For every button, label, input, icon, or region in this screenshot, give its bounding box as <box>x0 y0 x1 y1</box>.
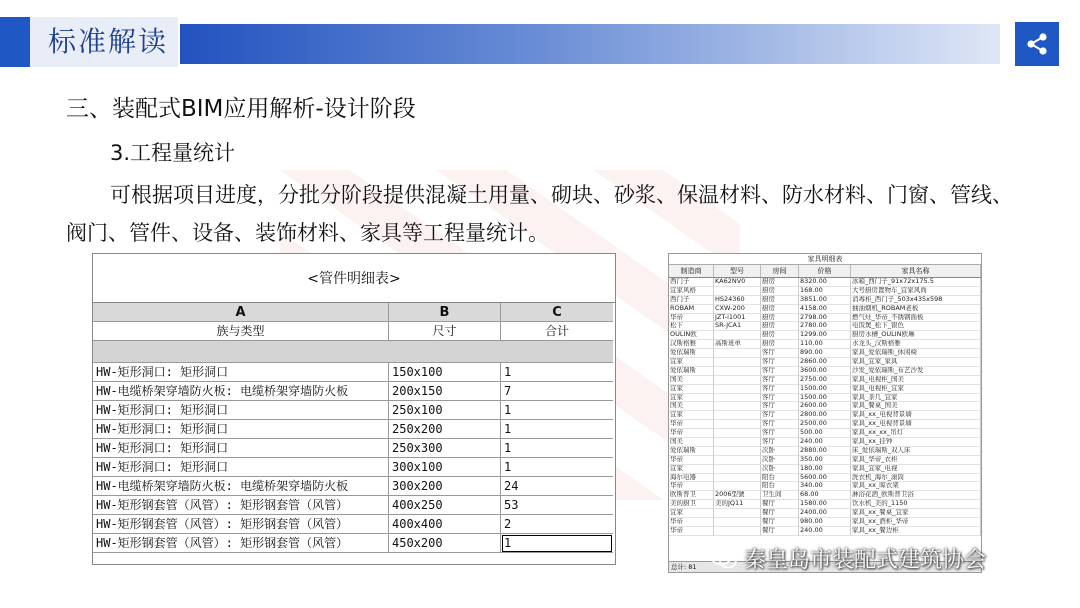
furniture-body <box>669 278 981 536</box>
group-band-row <box>93 341 613 363</box>
subsection-heading: 3.工程量统计 <box>110 141 236 165</box>
table-cell: 宜家 <box>669 509 714 518</box>
table-cell[interactable]: 1 <box>501 534 613 553</box>
table-cell <box>714 411 761 420</box>
table-cell: 华帝 <box>669 518 714 527</box>
table-cell[interactable]: 1 <box>501 363 613 382</box>
table-cell: 次卧 <box>761 465 799 474</box>
table-cell <box>714 465 761 474</box>
table-cell[interactable]: HW-电缆桥架穿墙防火板: 电缆桥架穿墙防火板 <box>93 382 389 401</box>
table-cell: 家具_xx_电视背景墙 <box>851 411 981 420</box>
table-cell[interactable]: HW-电缆桥架穿墙防火板: 电缆桥架穿墙防火板 <box>93 477 389 496</box>
table-cell: 客厅 <box>761 438 799 447</box>
furniture-footer: 总计: 81 <box>669 561 982 572</box>
table-cell: 68.00 <box>799 491 851 500</box>
table-cell: 980.00 <box>799 518 851 527</box>
table-cell[interactable]: 450x200 <box>389 534 501 553</box>
table-cell: 厨房 <box>761 305 799 314</box>
table-cell: 华帝 <box>669 429 714 438</box>
table-cell[interactable]: HW-矩形洞口: 矩形洞口 <box>93 401 389 420</box>
table-cell <box>714 420 761 429</box>
table-cell: 客厅 <box>761 420 799 429</box>
table-cell: 厨房 <box>761 287 799 296</box>
header-gradient-band <box>180 24 1000 64</box>
table-cell: 厨房 <box>761 314 799 323</box>
column-header: 家具名称 <box>851 265 981 277</box>
table-cell: 2600.00 <box>799 402 851 411</box>
table-cell: HS24360 <box>714 296 761 305</box>
table-cell: 华帝 <box>669 314 714 323</box>
wechat-icon <box>710 548 738 570</box>
table-cell <box>714 482 761 491</box>
column-letter: B <box>389 303 501 322</box>
table-cell: 燃气灶_华帝_不锈钢面板 <box>851 314 981 323</box>
table-cell[interactable]: HW-矩形洞口: 矩形洞口 <box>93 420 389 439</box>
table-cell <box>714 287 761 296</box>
table-cell: 厨房水槽_OULIN欧琳 <box>851 331 981 340</box>
table-cell: 电饭煲_松下_银色 <box>851 322 981 331</box>
page-title: 标准解读 <box>48 25 169 58</box>
table-cell[interactable]: 300x200 <box>389 477 501 496</box>
table-cell: CXW-200 <box>714 305 761 314</box>
table-cell: 家具_xx_餐桌_宜家 <box>851 509 981 518</box>
table-cell: 华帝 <box>669 527 714 536</box>
column-header: 价格 <box>799 265 851 277</box>
table-cell <box>714 358 761 367</box>
table-cell: 8320.00 <box>799 278 851 287</box>
table-cell: SR-JCA1 <box>714 322 761 331</box>
header-accent-bar <box>0 17 30 67</box>
table-cell: 2006型號 <box>714 491 761 500</box>
table-cell: 宜家 <box>669 465 714 474</box>
furniture-schedule <box>668 253 982 573</box>
table-cell: 240.00 <box>799 438 851 447</box>
table-cell[interactable]: HW-矩形钢套管（风管）: 矩形钢套管（风管） <box>93 496 389 515</box>
table-cell: 2780.00 <box>799 322 851 331</box>
share-icon <box>1024 31 1050 57</box>
column-header: 族与类型 <box>93 322 389 341</box>
table-cell: 家具_宜家_家具 <box>851 358 981 367</box>
table-cell: 客厅 <box>761 402 799 411</box>
table-cell: 餐厅 <box>761 509 799 518</box>
table-cell: 家具_电视柜_宜家 <box>851 385 981 394</box>
table-cell: 客厅 <box>761 429 799 438</box>
table-cell: 爱依瑞斯 <box>669 447 714 456</box>
table-cell: 1500.00 <box>799 394 851 403</box>
table-cell[interactable]: 1 <box>501 420 613 439</box>
furniture-schedule-title: 家具明细表 <box>669 254 981 265</box>
table-cell[interactable]: 400x400 <box>389 515 501 534</box>
table-cell: 大号厨房置物车_宜家风尚 <box>851 287 981 296</box>
table-cell: 餐厅 <box>761 500 799 509</box>
column-header: 尺寸 <box>389 322 501 341</box>
table-cell <box>714 349 761 358</box>
table-cell: 国美 <box>669 402 714 411</box>
table-cell: 国美 <box>669 438 714 447</box>
table-cell: 美的JQ11 <box>714 500 761 509</box>
table-cell: 松下 <box>669 322 714 331</box>
pipe-fitting-schedule <box>92 253 616 565</box>
table-cell: 1580.00 <box>799 500 851 509</box>
table-cell[interactable]: 24 <box>501 477 613 496</box>
table-cell[interactable]: 250x300 <box>389 439 501 458</box>
table-cell: 宜家 <box>669 358 714 367</box>
table-cell: 客厅 <box>761 376 799 385</box>
table-cell: 3851.00 <box>799 296 851 305</box>
table-cell: 爱依瑞斯 <box>669 349 714 358</box>
table-cell: 家具_xx_餐边柜 <box>851 527 981 536</box>
furniture-header-row <box>669 265 981 278</box>
table-cell: 家具_xx_晾衣架 <box>851 482 981 491</box>
table-cell: 180.00 <box>799 465 851 474</box>
table-cell: JZT-i1001 <box>714 314 761 323</box>
table-cell <box>714 402 761 411</box>
table-cell[interactable]: 53 <box>501 496 613 515</box>
table-cell: 华帝 <box>669 420 714 429</box>
schedule-title: <管件明细表> <box>93 254 615 303</box>
column-letter: A <box>93 303 389 322</box>
table-cell: 家具_xx_xx_吊灯 <box>851 429 981 438</box>
table-cell: 欧斯普卫 <box>669 491 714 500</box>
table-cell: 家具_餐桌_国美 <box>851 402 981 411</box>
table-cell <box>714 394 761 403</box>
share-button[interactable] <box>1015 22 1059 66</box>
table-cell[interactable]: 250x200 <box>389 420 501 439</box>
table-cell: 洗衣机_海尔_滚筒 <box>851 474 981 483</box>
table-cell <box>714 429 761 438</box>
table-cell: 西门子 <box>669 296 714 305</box>
table-cell[interactable]: HW-矩形洞口: 矩形洞口 <box>93 458 389 477</box>
table-cell <box>714 518 761 527</box>
table-cell: 厨房 <box>761 322 799 331</box>
table-cell <box>714 438 761 447</box>
table-cell <box>714 447 761 456</box>
table-cell <box>714 367 761 376</box>
table-cell: 美的厨卫 <box>669 500 714 509</box>
column-header: 房间 <box>761 265 799 277</box>
table-cell: 海尔电器 <box>669 474 714 483</box>
table-cell: 110.00 <box>799 340 851 349</box>
table-cell[interactable]: 300x100 <box>389 458 501 477</box>
table-cell: 淋浴花洒_欧斯普卫浴 <box>851 491 981 500</box>
table-cell: 500.00 <box>799 429 851 438</box>
table-cell <box>714 385 761 394</box>
table-cell[interactable]: 1 <box>501 458 613 477</box>
table-cell: 客厅 <box>761 385 799 394</box>
schedule-grid <box>93 303 615 553</box>
table-cell: 3600.00 <box>799 367 851 376</box>
table-cell: 家具_电视柜_国美 <box>851 376 981 385</box>
table-cell: 350.00 <box>799 456 851 465</box>
table-cell: OULIN欧 <box>669 331 714 340</box>
table-cell: 华帝 <box>669 482 714 491</box>
table-cell: 冰箱_西门子_91x72x175.5 <box>851 278 981 287</box>
table-cell[interactable]: 400x250 <box>389 496 501 515</box>
table-cell: 厨房 <box>761 331 799 340</box>
table-cell: 餐厅 <box>761 518 799 527</box>
table-cell: 2880.00 <box>799 447 851 456</box>
table-cell[interactable]: 7 <box>501 382 613 401</box>
table-cell: 水龙头_汉斯格雅 <box>851 340 981 349</box>
table-cell <box>714 456 761 465</box>
table-cell: 抽油烟机_ROBAM老板 <box>851 305 981 314</box>
table-cell: 次卧 <box>761 447 799 456</box>
table-cell: 168.00 <box>799 287 851 296</box>
table-cell: 汉斯格雅 <box>669 340 714 349</box>
table-cell: 客厅 <box>761 367 799 376</box>
table-cell[interactable]: 250x100 <box>389 401 501 420</box>
table-cell: 340.00 <box>799 482 851 491</box>
table-cell: 次卧 <box>761 456 799 465</box>
table-cell: 宜家风格 <box>669 287 714 296</box>
table-cell: 2400.00 <box>799 509 851 518</box>
column-letter: C <box>501 303 613 322</box>
table-cell: 客厅 <box>761 358 799 367</box>
table-cell: 家具_xx_挂钟 <box>851 438 981 447</box>
table-cell: 客厅 <box>761 394 799 403</box>
table-cell <box>714 474 761 483</box>
table-cell[interactable]: HW-矩形钢套管（风管）: 矩形钢套管（风管） <box>93 515 389 534</box>
column-header: 合计 <box>501 322 613 341</box>
table-cell: 家具_华帝_衣柜 <box>851 456 981 465</box>
table-cell: KA62NV0 <box>714 278 761 287</box>
publisher-watermark <box>710 543 986 574</box>
table-cell: 客厅 <box>761 411 799 420</box>
table-cell: 床_爱依瑞斯_双人床 <box>851 447 981 456</box>
table-cell[interactable]: 2 <box>501 515 613 534</box>
table-cell[interactable]: 1 <box>501 401 613 420</box>
table-cell: 家具_爱依瑞斯_休闲椅 <box>851 349 981 358</box>
table-cell[interactable]: 1 <box>501 439 613 458</box>
table-cell: 阳台 <box>761 474 799 483</box>
table-cell <box>714 509 761 518</box>
table-cell: 家具_茶几_宜家 <box>851 394 981 403</box>
table-cell: 西门子 <box>669 278 714 287</box>
table-cell: 2798.00 <box>799 314 851 323</box>
table-cell: 5600.00 <box>799 474 851 483</box>
table-cell: 240.00 <box>799 527 851 536</box>
publisher-name: 秦皇岛市装配式建筑协会 <box>744 548 987 573</box>
table-cell: 2800.00 <box>799 411 851 420</box>
table-cell <box>714 376 761 385</box>
table-cell: 客厅 <box>761 349 799 358</box>
table-cell: 高斯班单 <box>714 340 761 349</box>
column-header: 型号 <box>714 265 761 277</box>
table-cell[interactable]: 200x150 <box>389 382 501 401</box>
table-cell: 阳台 <box>761 482 799 491</box>
table-cell: 国美 <box>669 376 714 385</box>
table-cell: 1299.00 <box>799 331 851 340</box>
table-cell: 家具_xx_酒柜_华帝 <box>851 518 981 527</box>
table-cell: 厨房 <box>761 340 799 349</box>
table-cell <box>714 331 761 340</box>
table-cell[interactable]: HW-矩形洞口: 矩形洞口 <box>93 363 389 382</box>
section-heading: 三、装配式BIM应用解析-设计阶段 <box>66 96 416 122</box>
table-cell: 家具_宜家_电视 <box>851 465 981 474</box>
table-cell: 厨房 <box>761 278 799 287</box>
table-cell: 厨房 <box>761 296 799 305</box>
table-cell[interactable]: HW-矩形洞口: 矩形洞口 <box>93 439 389 458</box>
table-cell: 家具_xx_电视背景墙 <box>851 420 981 429</box>
table-cell: 爱依瑞斯 <box>669 367 714 376</box>
table-cell: 饮水机_美的_1150 <box>851 500 981 509</box>
description-text: 可根据项目进度，分批分阶段提供混凝土用量、砌块、砂浆、保温材料、防水材料、门窗、管线、阀门、管件、设备、装饰材料、家具等工程量统计。 <box>66 183 1013 245</box>
table-cell: 消毒柜_西门子_503x435x598 <box>851 296 981 305</box>
table-cell: 宜家 <box>669 385 714 394</box>
table-cell: 2750.00 <box>799 376 851 385</box>
table-cell: 宜家 <box>669 411 714 420</box>
table-cell: 沙发_爱依瑞斯_布艺沙发 <box>851 367 981 376</box>
table-cell: 890.00 <box>799 349 851 358</box>
column-header: 制造商 <box>669 265 714 277</box>
table-cell: 2500.00 <box>799 420 851 429</box>
table-cell: 宜家 <box>669 394 714 403</box>
table-cell: 餐厅 <box>761 527 799 536</box>
table-cell: 1500.00 <box>799 385 851 394</box>
table-cell: 2860.00 <box>799 358 851 367</box>
table-cell <box>714 527 761 536</box>
table-cell[interactable]: 150x100 <box>389 363 501 382</box>
table-cell: ROBAM <box>669 305 714 314</box>
table-cell: 4158.00 <box>799 305 851 314</box>
table-cell: 华帝 <box>669 456 714 465</box>
table-cell[interactable]: HW-矩形钢套管（风管）: 矩形钢套管（风管） <box>93 534 389 553</box>
table-cell: 卫生间 <box>761 491 799 500</box>
